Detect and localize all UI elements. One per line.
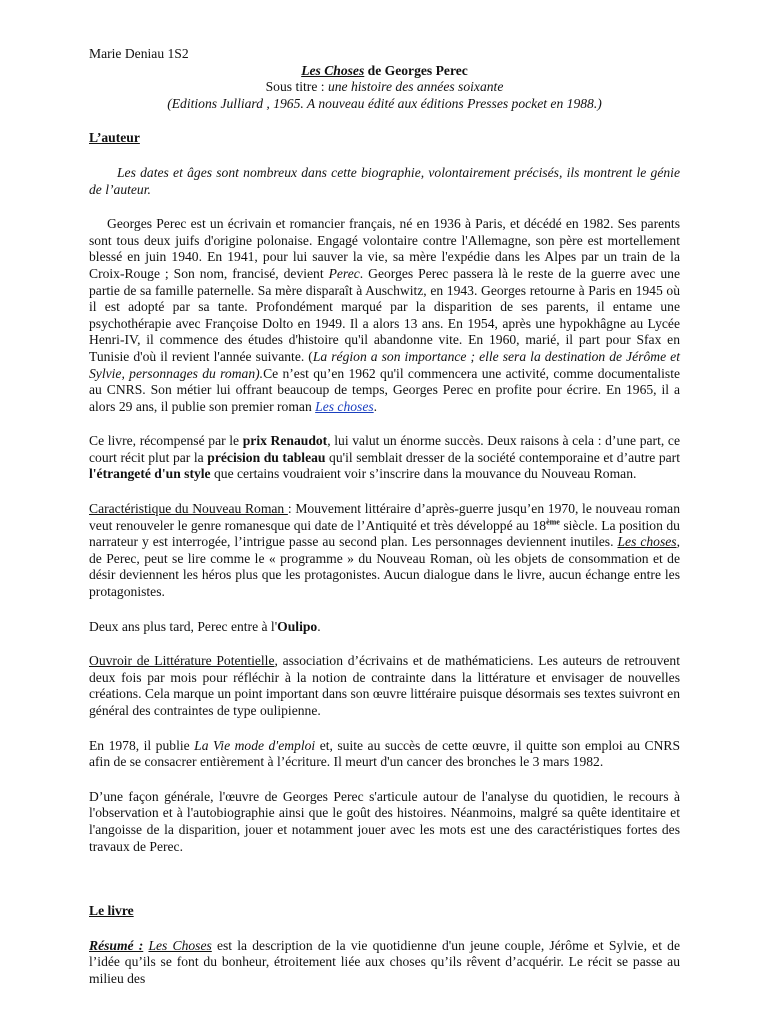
vie-book-title: La Vie mode d'emploi bbox=[194, 737, 316, 753]
nouveau-roman-book-title: Les choses bbox=[617, 534, 677, 550]
oeuvre-paragraph: D’une façon générale, l'œuvre de Georges Perec s'articule autour de l'analyse du quotidien, le recours à l'observation et à l'autobiographie ainsi que le goût des histoires. Néanmoins, malgré sa quête identitaire et l'angoisse de la disparition, jouer et notamment jouer avec les mots est une des caractéristiques fortes des travaux de Perec. bbox=[89, 788, 680, 854]
bio-text-2: . Georges Perec passera là le reste de la guerre avec une partie de sa famille paternelle. Sa mère disparaît à Auschwitz, en 1943. Georges retourne à Paris en 1945 où il est adopté par sa tante. Profondément marqué par la disparition de ses parents, il entame une psychothérapie avec Françoise Dolto en 1949. Il a alors 13 ans. En 1954, après une hypokhâgne au Lycée Henri-IV, il commence des études d'histoire qu'il abandonne vite. En 1960, marié, il part pour Sfax en Tunisie d'où il revient l'année suivante. ( bbox=[89, 265, 680, 364]
document-body bbox=[89, 46, 680, 988]
resume-book-title: Les Choses bbox=[148, 937, 212, 953]
nouveau-roman-text-3: , de Perec, peut se lire comme le « programme » du Nouveau Roman, où les objets de consommation et de désir deviennent les héros plus que les protagonistes. Aucun dialogue dans le livre, aucun échange entre les protagonistes. bbox=[89, 534, 680, 600]
nouveau-roman-text-2: siècle. La position du narrateur y est interrogée, l’intrigue passe au second plan. Les personnages deviennent inutiles. bbox=[89, 517, 680, 550]
oulipo-text-2: . bbox=[317, 618, 321, 634]
bio-region-note: La région a son importance ; elle sera la destination de Jérôme et Sylvie, personnages du roman). bbox=[89, 348, 680, 381]
vie-text-2: et, suite au succès de cette œuvre, il quitte son emploi au CNRS afin de se consacrer entièrement à l’écriture. Il meurt d'un cancer des bronches le 3 mars 1982. bbox=[89, 737, 681, 770]
precision-tableau: précision du tableau bbox=[207, 449, 326, 465]
vie-mode-emploi-paragraph bbox=[89, 738, 680, 771]
edition-line: (Editions Julliard , 1965. A nouveau édité aux éditions Presses pocket en 1988.) bbox=[167, 95, 602, 111]
bio-text-3: Ce n’est qu’en 1962 qu'il commencera une activité, comme documentaliste au CNRS. Son métier lui offrant beaucoup de temps, Georges Perec en profite pour écrire. En 1965, il a alors 29 ans, il publie son premier roman bbox=[89, 365, 680, 414]
oulipo-term: Oulipo bbox=[277, 618, 318, 634]
book-title: Les Choses bbox=[301, 62, 365, 78]
vie-text-1: En 1978, il publie bbox=[89, 737, 195, 753]
prix-paragraph bbox=[89, 433, 680, 483]
nouveau-roman-paragraph bbox=[89, 501, 680, 601]
document-title bbox=[89, 63, 680, 80]
les-choses-link[interactable]: Les choses bbox=[315, 398, 374, 414]
bio-end: . bbox=[373, 398, 378, 414]
oulipo-paragraph bbox=[89, 619, 680, 636]
resume-text: est la description de la vie quotidienne d'un jeune couple, Jérôme et Sylvie, et de l’idée qu’ils se font du bonheur, étroitement liée aux choses qu’ils rêvent d’acquérir. Le récit se passe au milieu des bbox=[89, 937, 680, 986]
auteur-biography bbox=[89, 216, 680, 415]
nouveau-roman-text-1: : Mouvement littéraire d’après-guerre jusqu’en 1970, le nouveau roman veut renouveler le genre romanesque qui date de l’Antiquité et très développé au 18 bbox=[89, 501, 680, 533]
prix-text-4: que certains voudraient voir s’inscrire dans la mouvance du Nouveau Roman. bbox=[210, 466, 637, 482]
prix-text-2: , lui valut un énorme succès. Deux raisons à cela : d’une part, ce court récit plut par la bbox=[89, 433, 680, 465]
bio-text-1: Georges Perec est un écrivain et romancier français, né en 1936 à Paris, et décédé en 1982. Ses parents sont tous deux juifs d'origine polonaise. Engagé volontaire contre l'Allemagne, son père est mortellement blessé en juin 1940. En 1941, pour lui sauver la vie, sa mère l'expédie dans les Alpes par un train de la Croix-Rouge ; Son nom, francisé, devient bbox=[89, 216, 680, 281]
ouvroir-paragraph bbox=[89, 653, 680, 719]
ouvroir-text: , association d’écrivains et de mathématiciens. Les auteurs de retrouvent deux fois par mois pour réfléchir à la notion de contrainte dans la littérature et envisager de nouvelles créations. Cela marque un point important dans son œuvre littéraire puisque désormais ses textes suivront en général des contraintes de type oulipienne. bbox=[89, 653, 680, 718]
bio-perec: Perec bbox=[328, 265, 360, 281]
subtitle-text: une histoire des années soixante bbox=[327, 79, 504, 95]
prix-renaudot: prix Renaudot bbox=[242, 433, 328, 449]
ouvroir-label: Ouvroir de Littérature Potentielle bbox=[89, 653, 275, 669]
auteur-intro: Les dates et âges sont nombreux dans cette biographie, volontairement précisés, ils montrent le génie de l’auteur. bbox=[89, 164, 680, 197]
resume-paragraph bbox=[89, 938, 680, 988]
section-heading-auteur: L’auteur bbox=[89, 130, 140, 146]
section-heading-livre: Le livre bbox=[89, 903, 134, 919]
prix-text-1: Ce livre, récompensé par le bbox=[89, 433, 243, 449]
title-author: de Georges Perec bbox=[364, 62, 468, 78]
etrangete-style: l'étrangeté d'un style bbox=[89, 466, 211, 482]
resume-label: Résumé : bbox=[89, 937, 144, 953]
oulipo-text-1: Deux ans plus tard, Perec entre à l' bbox=[89, 618, 278, 634]
prix-text-3: qu'il semblait dresser de la société contemporaine et d’autre part bbox=[325, 449, 680, 465]
nouveau-roman-label: Caractéristique du Nouveau Roman bbox=[89, 501, 288, 517]
subtitle-label: Sous titre : bbox=[265, 79, 328, 95]
century-superscript: ème bbox=[546, 517, 560, 527]
author-line: Marie Deniau 1S2 bbox=[89, 46, 189, 61]
subtitle bbox=[89, 79, 680, 96]
